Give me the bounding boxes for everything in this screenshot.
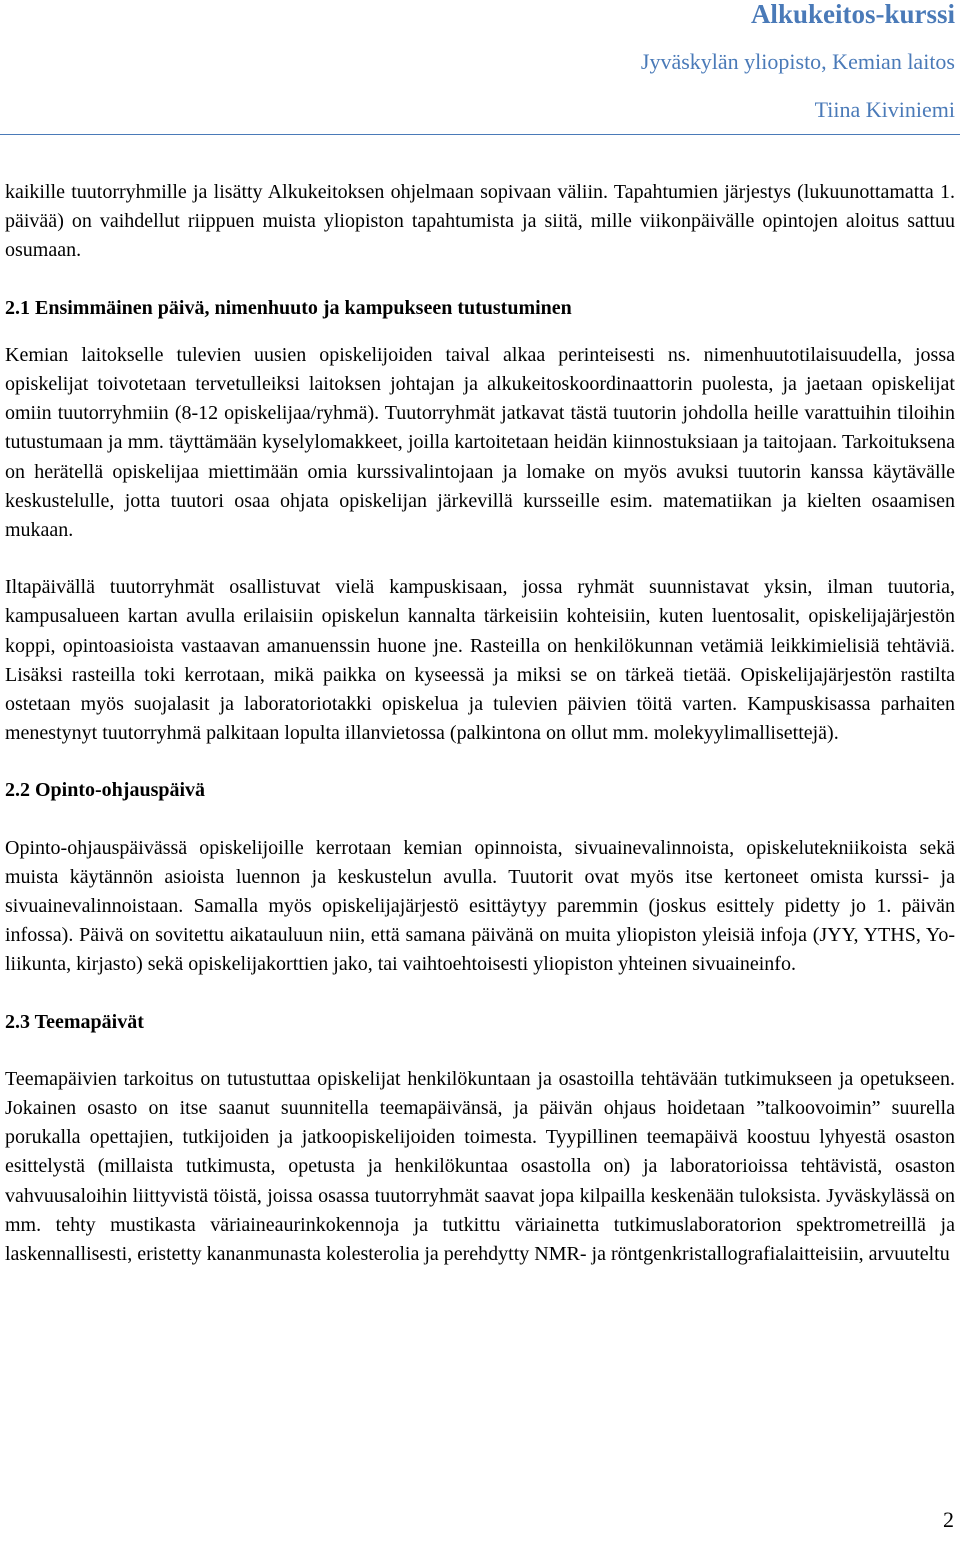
section-2-3-paragraph: Teemapäivien tarkoitus on tutustuttaa opiskelijat henkilökuntaan ja osastoilla tehtävään tutkimukseen ja opetukseen. Jokainen osasto on itse saanut suunnitella teemapäivänsä, ja päivän ohjaus hoidetaan ”talkoovoimin” suurella porukalla opettajien, tutkijoiden ja jatkoopiskelijoiden toimesta. Tyypillinen teemapäivä koostuu lyhyestä osaston esittelystä (millaista tutkimusta, opetusta ja henkilökuntaa osastolla on) ja laboratorioissa tehtävistä, osaston vahvuusaloihin liittyvistä töistä, joissa osassa tuutorryhmät saavat jopa kilpailla keskenään tuloksista. Jyväskylässä on mm. tehty mustikasta väriaineaurinkokennoja ja tutkittu väriainetta tutkimuslaboratorion spektrometreillä ja laskennallisesti, eristetty kananmunasta kolesterolia ja perehdytty NMR- ja röntgenkristallografialaitteisiin, arvuuteltu [5,1067,955,1266]
author-name: Tiina Kiviniemi [814,97,955,122]
section-heading-2-3: 2.3 Teemapäivät [5,1010,144,1033]
section-2-1-paragraph-1: Kemian laitokselle tulevien uusien opiskelijoiden taival alkaa perinteisesti ns. nimenhuutotilaisuudella, jossa opiskelijat toivotetaan tervetulleiksi laitoksen johtajan ja alkukeitoskoordinaattorin puolesta, ja jaetaan opiskelijat omiin tuutorryhmiin (8-12 opiskelijaa/ryhmä). Tuutorryhmät jatkavat tästä tuutorin johdolla heille varattuihin tiloihin tutustumaan ja mm. täyttämään kyselylomakkeet, joilla kartoitetaan heidän kiinnostuksiaan ja taitojaan. Tarkoituksena on herätellä opiskelijaa miettimään omia kurssivalintojaan ja lomake on myös avuksi tuutorin kanssa käytävälle keskustelulle, jotta tuutori osaa ohjata opiskelijan järkevillä kursseille esim. matematiikan ja kielten osaamisen mukaan. [5,343,955,542]
page-header [641,0,955,122]
document-body [5,178,955,1269]
section-2-1-paragraph-2: Iltapäivällä tuutorryhmät osallistuvat vielä kampuskisaan, jossa ryhmät suunnistavat yksin, ilman tuutoria, kampusalueen kartan avulla erilaisiin opiskelun kannalta tärkeisiin kohteisiin, kuten luentosalit, opiskelijajärjestön koppi, opintoasioista vastaavan amanuenssin huone jne. Rasteilla on henkilökunnan vetämiä leikkimielisiä tehtäviä. Lisäksi rasteilla toki kerrotaan, mikä paikka on kyseessä ja miksi se on tärkeä tietää. Opiskelijajärjestön rastilta ostetaan myös suojalasit ja laboratoriotakki opiskelua ja tulevien päivien töitä varten. Kampuskisassa parhaiten menestynyt tuutorryhmä palkitaan lopulta illanvietossa (palkintona on ollut mm. molekyylimallisettejä). [5,576,955,745]
institution-name: Jyväskylän yliopisto, Kemian laitos [640,49,955,74]
section-2-2-paragraph: Opinto-ohjauspäivässä opiskelijoille kerrotaan kemian opinnoista, sivuainevalinnoista, opiskelutekniikoista sekä muista käytännön asioista luennon ja keskustelun avulla. Tuutorit ovat myös itse kertoneet omista kurssi- ja sivuainevalinnoistaan. Samalla myös opiskelijajärjestö esittäytyy paremmin (joskus esittely pidetty jo 1. päivän infossa). Päivä on sovitettu aikatauluun niin, että samana päivänä on muita yliopiston yleisiä infoja (JYY, YTHS, Yoliikunta, kirjasto) sekä opiskelijakorttien jako, tai vaihtoehtoisesti yliopiston yhteinen sivuaineinfo. [5,836,955,976]
section-heading-2-2: 2.2 Opinto-ohjauspäivä [5,779,206,802]
intro-paragraph: kaikille tuutorryhmille ja lisätty Alkukeitoksen ohjelmaan sopivaan väliin. Tapahtumien järjestys (lukuunottamatta 1. päivää) on vaihdellut riippuen muista yliopiston tapahtumista ja siitä, mille viikonpäivälle opintojen aloitus sattuu osumaan. [5,181,955,262]
document-title: Alkukeitos-kurssi [750,0,955,29]
section-heading-2-1: 2.1 Ensimmäinen päivä, nimenhuuto ja kampukseen tutustuminen [5,296,572,319]
page-number: 2 [943,1507,954,1532]
header-divider [0,134,960,135]
